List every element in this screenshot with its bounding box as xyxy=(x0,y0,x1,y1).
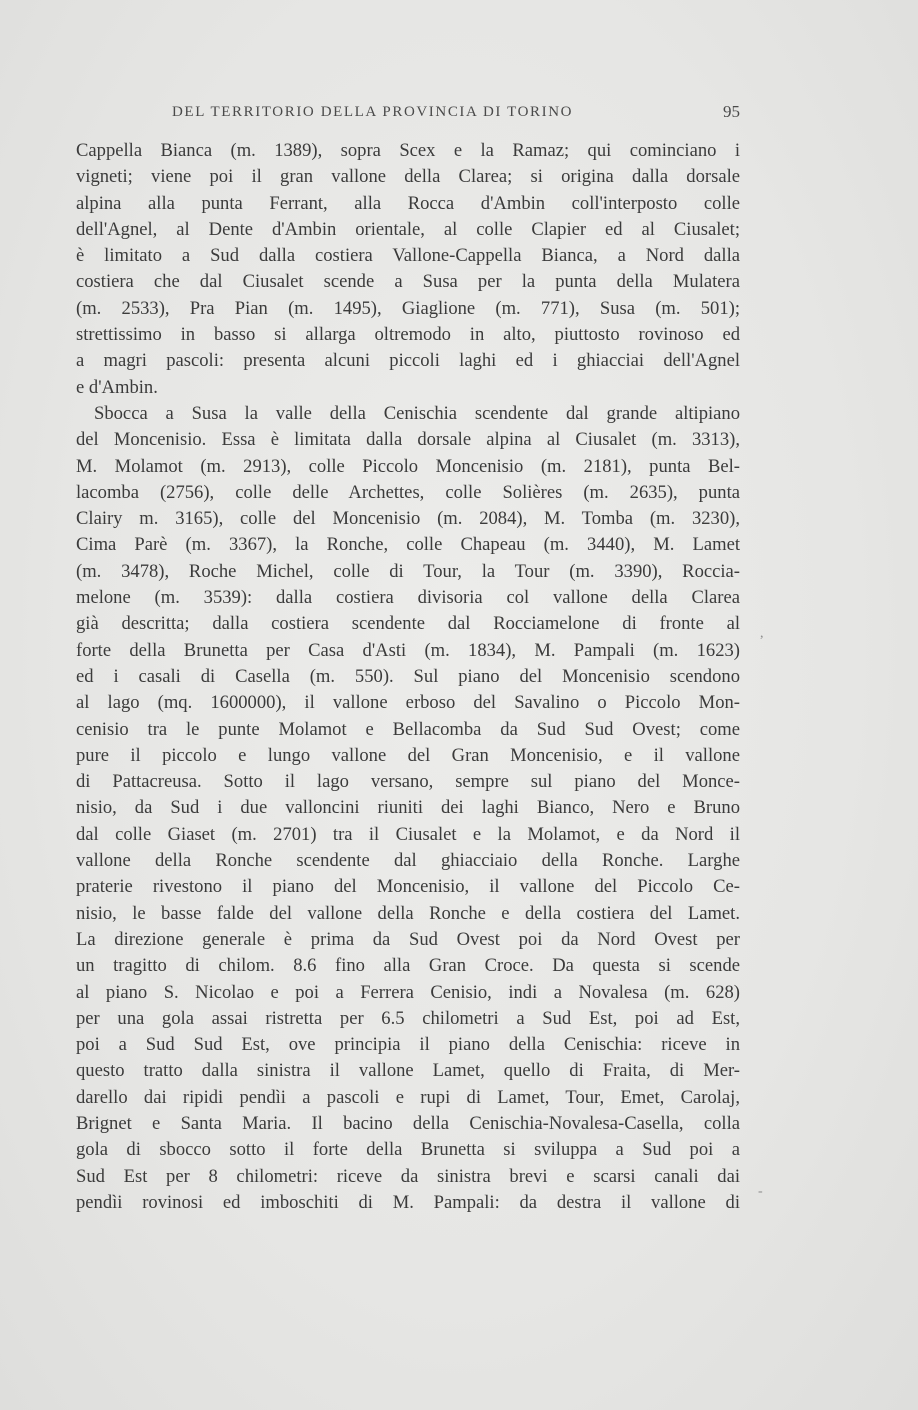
margin-tick-mark: , xyxy=(760,626,764,641)
text-line: pendìi rovinosi ed imboschiti di M. Pampali: da destra il vallone di xyxy=(76,1191,740,1213)
text-line: (m. 3478), Roche Michel, colle di Tour, la Tour (m. 3390), Roccia- xyxy=(76,560,740,582)
text-line: Cima Parè (m. 3367), la Ronche, colle Chapeau (m. 3440), M. Lamet xyxy=(76,534,740,556)
page-number: 95 xyxy=(723,102,740,121)
running-head xyxy=(76,104,740,128)
text-line: (m. 2533), Pra Pian (m. 1495), Giaglione (m. 771), Susa (m. 501); xyxy=(76,297,740,319)
text-line: questo tratto dalla sinistra il vallone Lamet, quello di Fraita, di Mer- xyxy=(76,1060,740,1082)
text-line: gola di sbocco sotto il forte della Brunetta si sviluppa a Sud poi a xyxy=(76,1139,740,1161)
text-line: costiera che dal Ciusalet scende a Susa per la punta della Mulatera xyxy=(76,271,740,293)
text-line: e d'Ambin. xyxy=(76,376,158,398)
running-title: DEL TERRITORIO DELLA PROVINCIA DI TORINO xyxy=(172,104,574,120)
text-line: forte della Brunetta per Casa d'Asti (m. 1834), M. Pampali (m. 1623) xyxy=(76,639,740,661)
text-line: ed i casali di Casella (m. 550). Sul piano del Moncenisio scendono xyxy=(76,665,740,687)
text-line: strettissimo in basso si allarga oltremodo in alto, piuttosto rovinoso ed xyxy=(76,324,740,346)
text-line: pure il piccolo e lungo vallone del Gran Moncenisio, e il vallone xyxy=(76,744,740,766)
text-line: dal colle Giaset (m. 2701) tra il Ciusalet e la Molamot, e da Nord il xyxy=(76,823,740,845)
text-line: a magri pascoli: presenta alcuni piccoli laghi ed i ghiacciai dell'Agnel xyxy=(76,350,740,372)
text-line: lacomba (2756), colle delle Archettes, colle Solières (m. 2635), punta xyxy=(76,481,740,503)
body-text xyxy=(76,138,740,1216)
text-line: dell'Agnel, al Dente d'Ambin orientale, al colle Clapier ed al Ciusalet; xyxy=(76,218,740,240)
margin-tick-mark: - xyxy=(758,1184,763,1199)
text-line: poi a Sud Sud Est, ove principia il piano della Cenischia: riceve in xyxy=(76,1034,740,1056)
text-line: al piano S. Nicolao e poi a Ferrera Cenisio, indi a Novalesa (m. 628) xyxy=(76,981,740,1003)
text-line: La direzione generale è prima da Sud Ovest poi da Nord Ovest per xyxy=(76,928,740,950)
text-line: cenisio tra le punte Molamot e Bellacomba da Sud Sud Ovest; come xyxy=(76,718,740,740)
text-line: melone (m. 3539): dalla costiera divisoria col vallone della Clarea xyxy=(76,587,740,609)
text-line: per una gola assai ristretta per 6.5 chilometri a Sud Est, poi ad Est, xyxy=(76,1007,740,1029)
paragraph-start-line: Sbocca a Susa la valle della Cenischia scendente dal grande altipiano xyxy=(94,402,740,424)
text-line: Brignet e Santa Maria. Il bacino della Cenischia-Novalesa-Casella, colla xyxy=(76,1112,740,1134)
text-line: vallone della Ronche scendente dal ghiacciaio della Ronche. Larghe xyxy=(76,850,740,872)
text-line: praterie rivestono il piano del Moncenisio, il vallone del Piccolo Ce- xyxy=(76,876,740,898)
text-line: è limitato a Sud dalla costiera Vallone-Cappella Bianca, a Nord dalla xyxy=(76,245,740,267)
text-line: Sud Est per 8 chilometri: riceve da sinistra brevi e scarsi canali dai xyxy=(76,1165,740,1187)
text-line: vigneti; viene poi il gran vallone della Clarea; si origina dalla dorsale xyxy=(76,166,740,188)
text-line: darello dai ripidi pendìi a pascoli e rupi di Lamet, Tour, Emet, Carolaj, xyxy=(76,1086,740,1108)
text-line: Cappella Bianca (m. 1389), sopra Scex e la Ramaz; qui cominciano i xyxy=(76,140,740,161)
text-line: un tragitto di chilom. 8.6 fino alla Gran Croce. Da questa si scende xyxy=(76,955,740,977)
text-line: di Pattacreusa. Sotto il lago versano, sempre sul piano del Monce- xyxy=(76,771,740,793)
text-line: Clairy m. 3165), colle del Moncenisio (m. 2084), M. Tomba (m. 3230), xyxy=(76,508,740,530)
text-line: alpina alla punta Ferrant, alla Rocca d'Ambin coll'interposto colle xyxy=(76,192,740,214)
text-line: del Moncenisio. Essa è limitata dalla dorsale alpina al Ciusalet (m. 3313), xyxy=(76,429,740,451)
text-line: nisio, da Sud i due valloncini riuniti dei laghi Bianco, Nero e Bruno xyxy=(76,797,740,819)
text-line: M. Molamot (m. 2913), colle Piccolo Moncenisio (m. 2181), punta Bel- xyxy=(76,455,740,477)
text-line: nisio, le basse falde del vallone della Ronche e della costiera del Lamet. xyxy=(76,902,740,924)
text-line: al lago (mq. 1600000), il vallone erboso del Savalino o Piccolo Mon- xyxy=(76,692,740,714)
text-line: già descritta; dalla costiera scendente dal Rocciamelone di fronte al xyxy=(76,613,740,635)
